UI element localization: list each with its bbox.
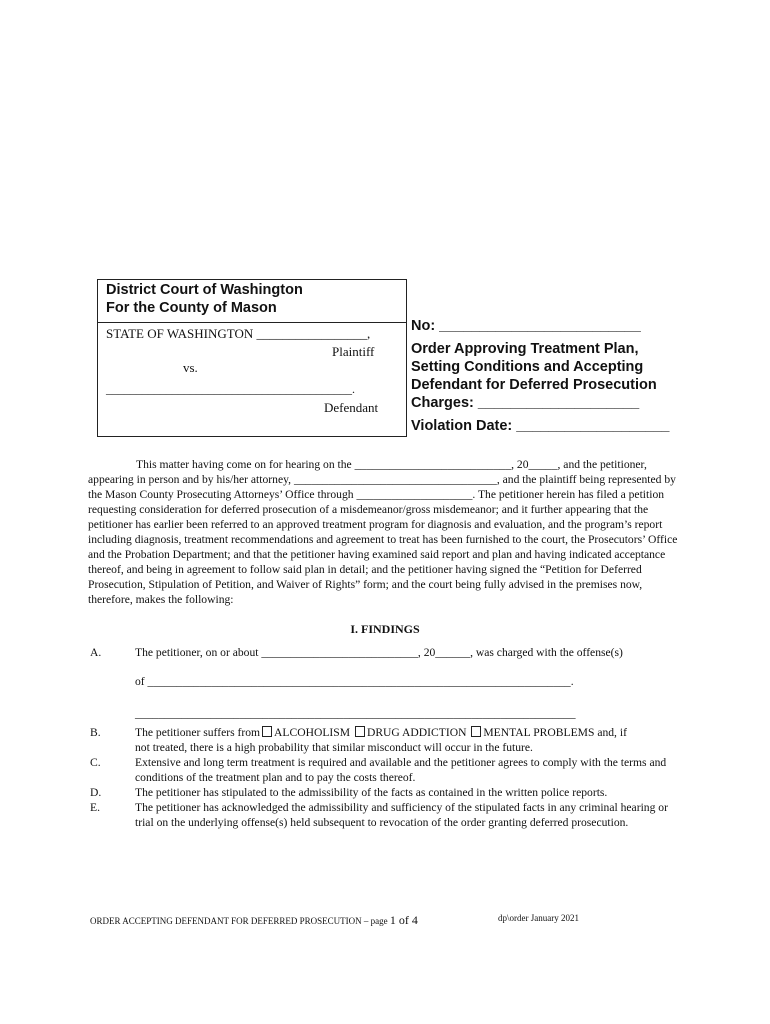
court-header-box (97, 279, 407, 323)
finding-a-text: The petitioner, on or about ___________________________, 20______, was charged with the offense(s) (135, 646, 623, 659)
order-title-line3: Defendant for Deferred Prosecution (411, 377, 657, 393)
finding-b-intro: The petitioner suffers from (135, 726, 261, 739)
court-name: District Court of Washington (106, 282, 303, 298)
finding-b-continuation: not treated, there is a high probability that similar misconduct will occur in the future. (135, 741, 533, 754)
party-box (97, 322, 407, 437)
plaintiff-name: STATE OF WASHINGTON _________________, (106, 326, 371, 341)
finding-a-blank-line: ____________________________________________________________________________ (135, 707, 576, 720)
case-number: No: _________________________ (411, 318, 641, 334)
page-number: 1 of 4 (389, 913, 418, 927)
order-title-line2: Setting Conditions and Accepting (411, 359, 644, 375)
finding-a-letter: A. (90, 646, 102, 659)
finding-b-letter: B. (90, 726, 101, 739)
finding-c-text: Extensive and long term treatment is required and available and the petitioner agrees to comply with the terms and conditions of the treatment plan and to pay the costs thereof. (135, 756, 667, 784)
court-county: For the County of Mason (106, 300, 277, 316)
defendant-label: Defendant (324, 400, 379, 415)
finding-c-letter: C. (90, 756, 101, 769)
plaintiff-label: Plaintiff (332, 344, 375, 359)
finding-b-text (135, 725, 683, 755)
finding-a-of-line: of _________________________________________________________________________. (135, 675, 574, 688)
drug-addiction-checkbox[interactable] (355, 726, 365, 737)
findings-heading: I. FINDINGS (350, 622, 420, 636)
finding-e-text: The petitioner has acknowledged the admissibility and sufficiency of the stipulated facts in any criminal hearing or trial on the underlying offense(s) held subsequent to revocation of the order granting deferred prosecution. (135, 801, 668, 829)
intro-text: This matter having come on for hearing on the ___________________________, 20_____, and the petitioner, appearing in person and by his/her attorney, ___________________________________, and the plaintiff being represented by the Mason County Prosecuting Attorneys’ Office through ____________________. The petitioner herein has filed a petition requesting consideration for deferred prosecution of a misdemeanor/gross misdemeanor; and it further appearing that the petitioner has earlier been referred to an approved treatment program for diagnosis and evaluation, and the program’s report including diagnosis, treatment recommendations and agreement to treat has been furnished to the court, the Prosecutors’ Office and the Probation Department; and that the petitioner having examined said report and plan and having indicated acceptance thereof, and being in agreement to follow said plan in detail; and the petitioner having signed the “Petition for Deferred Prosecution, Stipulation of Petition, and Waiver of Rights” form; and the court being fully advised in the premises now, therefore, makes the following: (88, 458, 678, 606)
defendant-line: _________________________________________. (106, 382, 355, 396)
finding-d-letter: D. (90, 786, 102, 799)
finding-d-text: The petitioner has stipulated to the admissibility of the facts as contained in the written police reports. (135, 786, 608, 799)
intro-paragraph (88, 457, 682, 607)
drug-addiction-label: DRUG ADDICTION (366, 726, 467, 739)
finding-e-letter: E. (90, 801, 100, 814)
footer-doc-title: ORDER ACCEPTING DEFENDANT FOR DEFERRED PROSECUTION – page (90, 916, 388, 926)
footer-form-id: dp\order January 2021 (498, 913, 579, 923)
order-title-line1: Order Approving Treatment Plan, (411, 341, 639, 357)
violation-date: Violation Date: ___________________ (411, 418, 670, 434)
mental-problems-checkbox[interactable] (471, 726, 481, 737)
charges: Charges: ____________________ (411, 395, 640, 411)
mental-problems-label: MENTAL PROBLEMS and, if (483, 726, 627, 739)
alcoholism-label: ALCOHOLISM (274, 726, 351, 739)
footer-title (90, 913, 418, 928)
versus: vs. (183, 360, 198, 375)
alcoholism-checkbox[interactable] (262, 726, 272, 737)
